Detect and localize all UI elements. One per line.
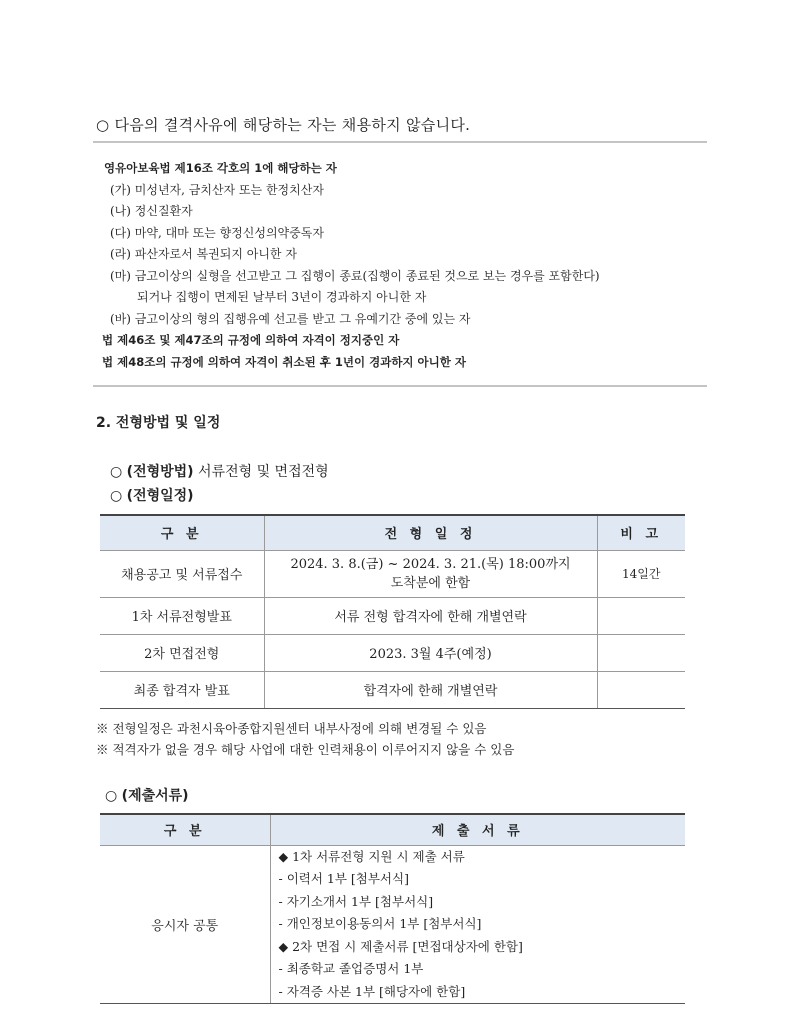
table-header: 전 형 일 정: [264, 515, 597, 550]
table-cell: [264, 550, 597, 597]
section-title: 2. 전형방법 및 일정: [96, 415, 221, 431]
list-item: ◆ 1차 서류전형 지원 시 제출 서류: [278, 848, 465, 864]
bullet: ○: [110, 464, 127, 480]
law-clause: 법 제46조 및 제47조의 규정에 의하여 자격이 정지중인 자: [102, 333, 400, 347]
note-item: ※ 적격자가 없을 경우 해당 사업에 대한 인력채용이 이루어지지 않을 수 있음: [96, 742, 515, 757]
disqualification-intro: ○ 다음의 결격사유에 해당하는 자는 채용하지 않습니다.: [96, 116, 471, 134]
schedule-notes: [96, 718, 514, 760]
table-cell: [597, 634, 685, 671]
table-header: 제 출 서 류: [270, 814, 685, 845]
list-item: - 자격증 사본 1부 [해당자에 한함]: [278, 983, 466, 999]
documents-label: (제출서류): [121, 788, 189, 804]
table-cell: 합격자에 한해 개별연락: [264, 671, 597, 708]
documents-heading: [105, 785, 189, 805]
list-item: - 자기소개서 1부 [첨부서식]: [278, 893, 434, 909]
table-row: [100, 671, 685, 708]
disqualification-item: (가) 미성년자, 금치산자 또는 한정치산자: [110, 182, 324, 197]
table-row: [100, 634, 685, 671]
table-cell: 14일간: [597, 550, 685, 597]
disqualification-item-continued: 되거나 집행이 면제된 날부터 3년이 경과하지 아니한 자: [137, 290, 427, 304]
divider-bottom: [93, 385, 707, 387]
schedule-dates: 2024. 3. 8.(금) ~ 2024. 3. 21.(목) 18:00까지: [290, 556, 571, 572]
documents-table: [100, 813, 685, 1004]
table-header: 비 고: [597, 515, 685, 550]
bullet: ○: [105, 788, 122, 804]
disqualification-item: (라) 파산자로서 복권되지 아니한 자: [110, 247, 297, 261]
law-clause: 법 제48조의 규정에 의하여 자격이 취소된 후 1년이 경과하지 아니한 자: [102, 354, 466, 369]
schedule-heading: [110, 485, 194, 505]
table-cell: 1차 서류전형발표: [100, 597, 264, 634]
table-header: 구 분: [100, 814, 270, 845]
disqualification-item: (나) 정신질환자: [110, 204, 193, 218]
table-cell: 채용공고 및 서류접수: [100, 550, 264, 597]
table-cell: [597, 671, 685, 708]
disqualification-item: (마) 금고이상의 실형을 선고받고 그 집행이 종료(집행이 종료된 것으로 보는 경우를 포함한다): [110, 268, 600, 283]
list-item: - 이력서 1부 [첨부서식]: [278, 871, 409, 886]
schedule-table: [100, 514, 685, 709]
selection-method: [110, 461, 329, 481]
schedule-label: (전형일정): [126, 488, 194, 504]
documents-category: 응시자 공통: [100, 845, 270, 1004]
divider-top: [93, 141, 707, 143]
disqualification-header: 영유아보육법 제16조 각호의 1에 해당하는 자: [104, 161, 337, 175]
disqualification-item: (바) 금고이상의 형의 집행유예 선고를 받고 그 유예기간 중에 있는 자: [110, 311, 471, 326]
method-label: (전형방법): [126, 464, 194, 480]
documents-list: [270, 845, 685, 1004]
schedule-dates-note: 도착분에 한함: [390, 575, 471, 591]
bullet: ○: [110, 488, 127, 504]
note-item: ※ 전형일정은 과천시육아종합지원센터 내부사정에 의해 변경될 수 있음: [96, 721, 487, 736]
table-cell: 서류 전형 합격자에 한해 개별연락: [264, 597, 597, 634]
disqualification-list: [104, 158, 704, 373]
list-item: - 개인정보이용동의서 1부 [첨부서식]: [278, 916, 482, 931]
table-cell: [597, 597, 685, 634]
table-cell: 2차 면접전형: [100, 634, 264, 671]
list-item: ◆ 2차 면접 시 제출서류 [면접대상자에 한함]: [278, 938, 523, 954]
table-row: [100, 845, 685, 1004]
table-cell: 2023. 3월 4주(예정): [264, 634, 597, 671]
list-item: - 최종학교 졸업증명서 1부: [278, 961, 424, 976]
table-header: 구 분: [100, 515, 264, 550]
table-row: [100, 597, 685, 634]
disqualification-item: (다) 마약, 대마 또는 향정신성의약중독자: [110, 225, 324, 240]
table-row: [100, 550, 685, 597]
method-text: 서류전형 및 면접전형: [193, 464, 329, 480]
table-cell: 최종 합격자 발표: [100, 671, 264, 708]
